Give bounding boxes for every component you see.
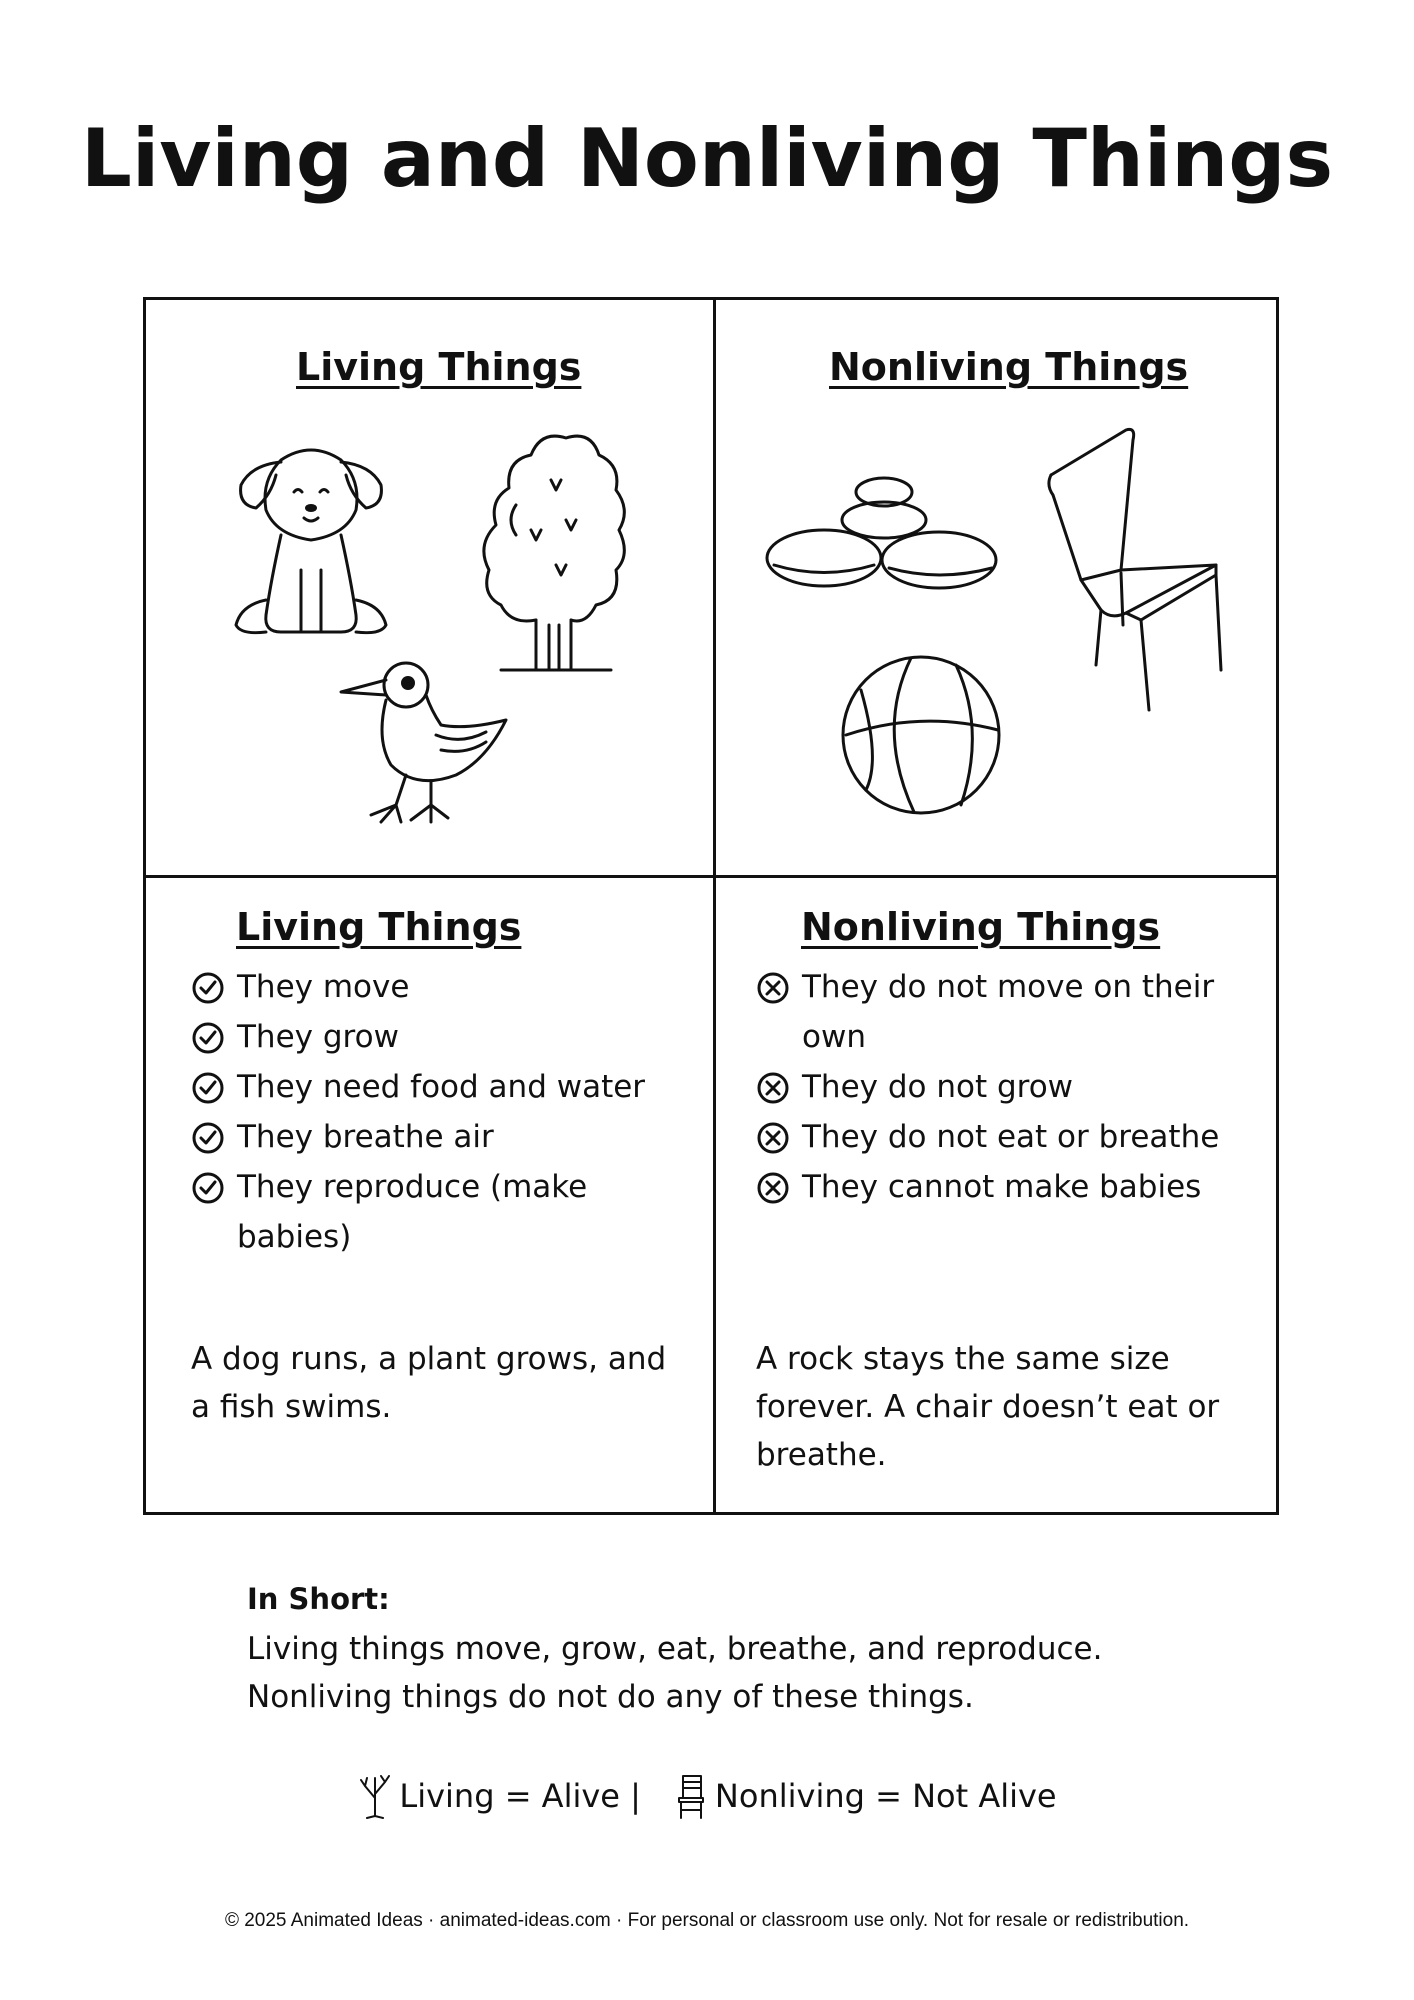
check-circle-icon <box>191 1021 225 1055</box>
page-title: Living and Nonliving Things <box>80 112 1334 205</box>
list-item: They do not eat or breathe <box>756 1112 1246 1162</box>
nonliving-characteristics-list <box>756 962 1246 1212</box>
living-list-title: Living Things <box>236 905 522 949</box>
tree-icon <box>481 420 631 680</box>
chair-icon <box>673 1772 709 1820</box>
grid-divider-vertical <box>713 300 716 1512</box>
check-circle-icon <box>191 1071 225 1105</box>
nonliving-example-text: A rock stays the same size forever. A chair doesn’t eat or breathe. <box>756 1341 1220 1473</box>
list-item: They move <box>191 962 671 1012</box>
in-short-line-1: Living things move, grow, eat, breathe, and reproduce. <box>247 1631 1103 1667</box>
nonliving-illustration-title: Nonliving Things <box>829 345 1189 389</box>
ball-icon <box>836 650 1006 820</box>
x-circle-icon <box>756 1121 790 1155</box>
living-characteristics-list <box>191 962 671 1262</box>
list-item: They reproduce (make babies) <box>191 1162 671 1262</box>
list-item: They breathe air <box>191 1112 671 1162</box>
legend-nonliving: Nonliving = Not Alive <box>714 1777 1057 1815</box>
list-item: They need food and water <box>191 1062 671 1112</box>
check-circle-icon <box>191 971 225 1005</box>
in-short-label: In Short: <box>247 1582 390 1616</box>
check-circle-icon <box>191 1121 225 1155</box>
legend <box>0 1772 1414 1820</box>
nonliving-list-title: Nonliving Things <box>801 905 1161 949</box>
list-item: They do not grow <box>756 1062 1246 1112</box>
check-circle-icon <box>191 1171 225 1205</box>
legend-living: Living = Alive | <box>399 1777 641 1815</box>
footer-copyright: © 2025 Animated Ideas · animated-ideas.com · For personal or classroom use only. Not for resale or redistribution. <box>224 1910 1190 1931</box>
list-item: They grow <box>191 1012 671 1062</box>
living-illustration-title: Living Things <box>296 345 582 389</box>
x-circle-icon <box>756 1171 790 1205</box>
in-short-text <box>247 1625 1102 1721</box>
living-example-text: A dog runs, a plant grows, and a fish swims. <box>191 1341 667 1425</box>
in-short-line-2: Nonliving things do not do any of these things. <box>247 1679 974 1715</box>
rocks-icon <box>764 470 1004 600</box>
x-circle-icon <box>756 971 790 1005</box>
grid-divider-horizontal <box>146 875 1276 878</box>
x-circle-icon <box>756 1071 790 1105</box>
list-item: They cannot make babies <box>756 1162 1246 1212</box>
dog-icon <box>226 440 396 640</box>
tree-icon <box>357 1772 393 1820</box>
comparison-grid <box>143 297 1279 1515</box>
chair-icon <box>1031 425 1231 725</box>
bird-icon <box>336 650 516 830</box>
list-item: They do not move on their own <box>756 962 1246 1062</box>
